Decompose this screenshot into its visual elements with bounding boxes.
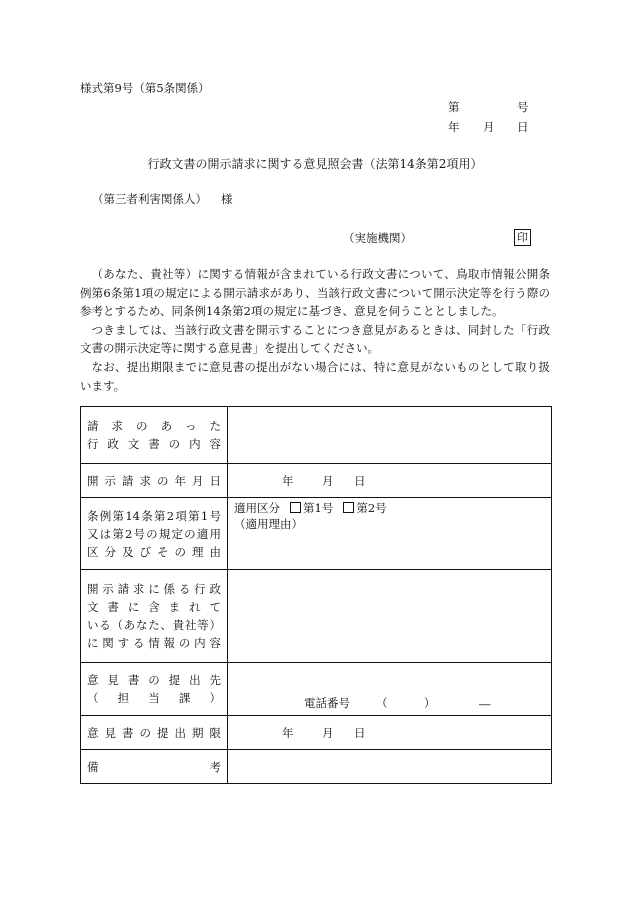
label-cell [81,464,228,498]
request-date-day: 日 [354,473,366,488]
reference-number-prefix: 第 [448,100,460,114]
body-paragraph-2: つきましては、当該行政文書を開示することにつき意見があるときは、同封した「行政文書の開示決定等に関する意見書」を提出してください。 [80,322,550,356]
option-no1-label: 第1号 [303,501,334,515]
phone-dash: ― [479,697,491,711]
table-row [81,716,552,750]
category-reason-label: （適用理由） [234,517,303,531]
value-information-content [228,570,552,663]
body-paragraph-3: なお、提出期限までに意見書の提出がない場合には、特に意見がないものとして取り扱います。 [80,359,550,393]
phone-label: 電話番号 [304,696,350,710]
seal-mark: 印 [514,229,531,246]
addressee-name: （第三者利害関係人） [92,192,207,206]
label-request-date: 開示請求の年月日 [87,473,221,488]
label-cell [81,407,228,464]
issue-date-day: 日 [517,120,529,134]
table-row [81,464,552,498]
document-title: 行政文書の開示請求に関する意見照会書（法第14条第2項用） [147,157,483,171]
checkbox-no1[interactable] [290,502,301,513]
label-cell [81,750,228,784]
label-requested-document: 請求のあった 行政文書の内容 [87,419,221,451]
body-paragraph-1: （あなた、貴社等）に関する情報が含まれている行政文書について、鳥取市情報公開条例第6条第1項の規定による開示請求があり、当該行政文書について開示決定等を行う際の参考とするため、同条例14条第2項の規定に基づき、意見を伺うこととしました。 [80,267,550,319]
value-applicable-category [228,498,552,570]
label-cell [81,570,228,663]
issue-date-year: 年 [448,120,460,134]
phone-paren-open: （ [376,696,388,710]
form-number: 様式第9号（第5条関係） [80,81,210,95]
label-cell [81,498,228,570]
value-submission-deadline [228,716,552,750]
value-requested-document [228,407,552,464]
body-text [80,265,550,395]
value-remarks [228,750,552,784]
table-row [81,663,552,716]
issuer-name: （実施機関） [343,231,412,245]
request-date-month: 月 [322,473,334,488]
deadline-year: 年 [282,725,294,740]
deadline-month: 月 [322,725,334,740]
label-cell [81,663,228,716]
table-row [81,750,552,784]
table-row [81,407,552,464]
category-options [234,500,545,516]
category-label: 適用区分 [234,501,280,515]
option-no2-label: 第2号 [356,501,387,515]
information-table [80,406,552,784]
table-row [81,498,552,570]
label-remarks: 備考 [87,759,221,774]
checkbox-no2[interactable] [343,502,354,513]
phone-paren-close: ） [424,696,436,710]
value-request-date [228,464,552,498]
table-row [81,570,552,663]
value-submission-office [228,663,552,716]
label-submission-deadline: 意見書の提出期限 [87,725,221,740]
label-applicable-category: 条例第14条第2項第1号 又は第2号の規定の適用 区分及びその理由 [87,508,221,559]
addressee [92,191,233,207]
label-submission-office: 意見書の提出先 （担当課） [87,673,221,705]
request-date-year: 年 [282,473,294,488]
label-information-content: 開示請求に係る行政 文書に含まれて いる（あなた、貴社等） に関する情報の内容 [87,582,221,650]
reference-number-suffix: 号 [517,100,529,114]
deadline-day: 日 [354,725,366,740]
issue-date-month: 月 [483,120,495,134]
label-cell [81,716,228,750]
addressee-honorific: 様 [221,192,233,206]
